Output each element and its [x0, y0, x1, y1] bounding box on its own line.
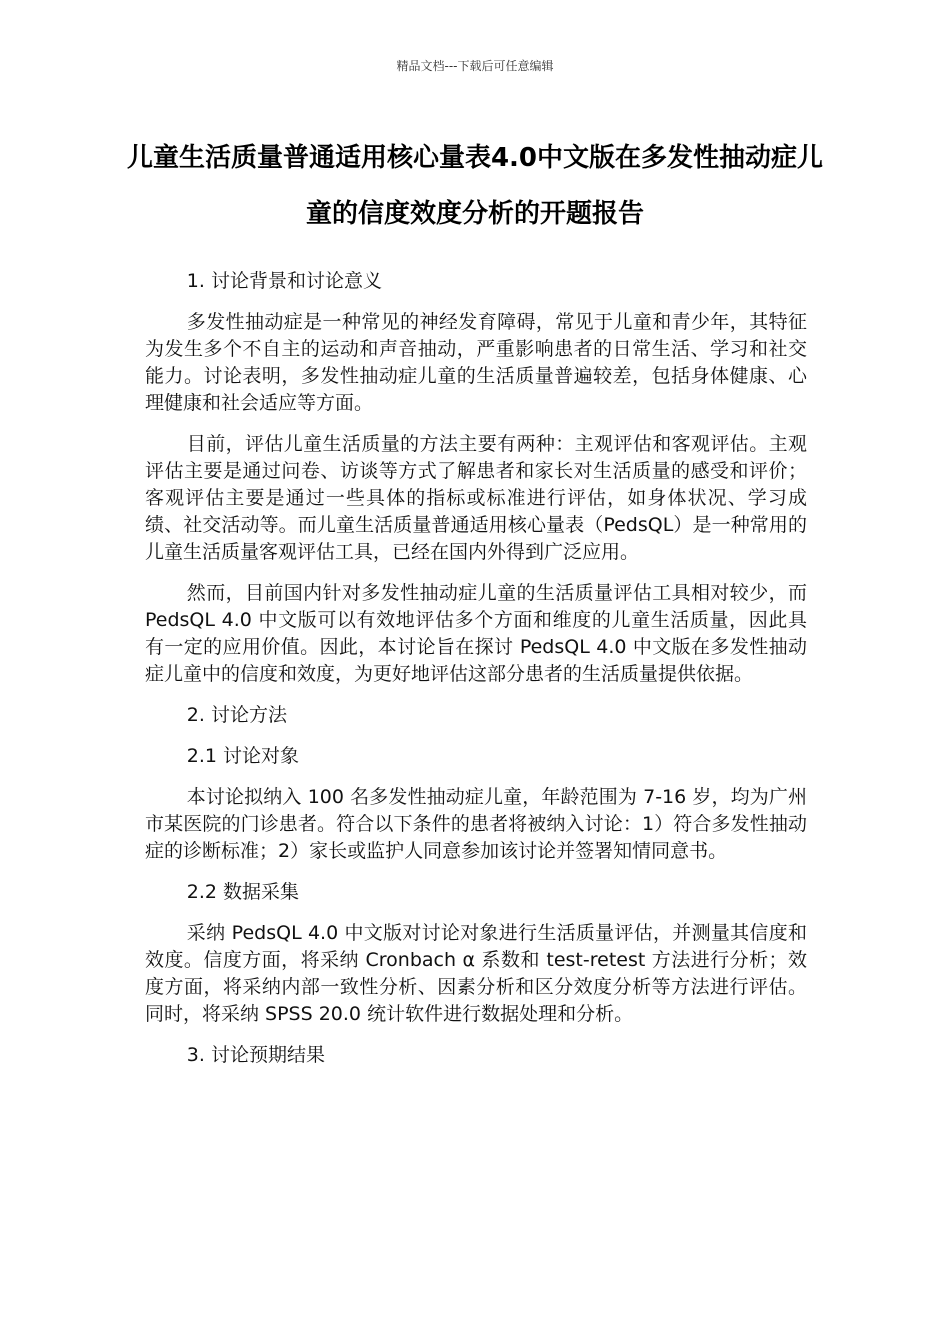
section-heading-expected-results: 3. 讨论预期结果 — [186, 1044, 325, 1066]
page-header: 精品文档---下载后可任意编辑 — [396, 59, 554, 73]
document-body — [145, 268, 807, 1083]
section-heading-background: 1. 讨论背景和讨论意义 — [186, 270, 382, 292]
subsection-heading-subjects: 2.1 讨论对象 — [186, 745, 300, 767]
document-title: 儿童生活质量普通适用核心量表4.0中文版在多发性抽动症儿童的信度效度分析的开题报告 — [126, 143, 824, 229]
paragraph-research-aim: 然而，目前国内针对多发性抽动症儿童的生活质量评估工具相对较少，而 PedsQL 4.0 中文版可以有效地评估多个方面和维度的儿童生活质量，因此具有一定的应用价值。因此，本讨论旨在探讨 PedsQL 4.0 中文版在多发性抽动症儿童中的信度和效度，为更好地评估这部分患者的生活质量提供依据。 — [145, 582, 807, 685]
subsection-heading-data-collection: 2.2 数据采集 — [186, 881, 300, 903]
paragraph-subjects: 本讨论拟纳入 100 名多发性抽动症儿童，年龄范围为 7-16 岁，均为广州市某医院的门诊患者。符合以下条件的患者将被纳入讨论：1）符合多发性抽动症的诊断标准；2）家长或监护人同意参加该讨论并签署知情同意书。 — [145, 786, 807, 862]
paragraph-background: 多发性抽动症是一种常见的神经发育障碍，常见于儿童和青少年，其特征为发生多个不自主的运动和声音抽动，严重影响患者的日常生活、学习和社交能力。讨论表明，多发性抽动症儿童的生活质量普遍较差，包括身体健康、心理健康和社会适应等方面。 — [145, 311, 807, 414]
section-heading-methods: 2. 讨论方法 — [186, 704, 287, 726]
paragraph-data-collection: 采纳 PedsQL 4.0 中文版对讨论对象进行生活质量评估，并测量其信度和效度。信度方面，将采纳 Cronbach α 系数和 test-retest 方法进行分析；效度方面，将采纳内部一致性分析、因素分析和区分效度分析等方法进行评估。同时，将采纳 SPSS 20.0 统计软件进行数据处理和分析。 — [145, 922, 807, 1025]
paragraph-assessment-methods: 目前，评估儿童生活质量的方法主要有两种：主观评估和客观评估。主观评估主要是通过问卷、访谈等方式了解患者和家长对生活质量的感受和评价；客观评估主要是通过一些具体的指标或标准进行评估，如身体状况、学习成绩、社交活动等。而儿童生活质量普通适用核心量表（PedsQL）是一种常用的儿童生活质量客观评估工具，已经在国内外得到广泛应用。 — [145, 433, 807, 563]
